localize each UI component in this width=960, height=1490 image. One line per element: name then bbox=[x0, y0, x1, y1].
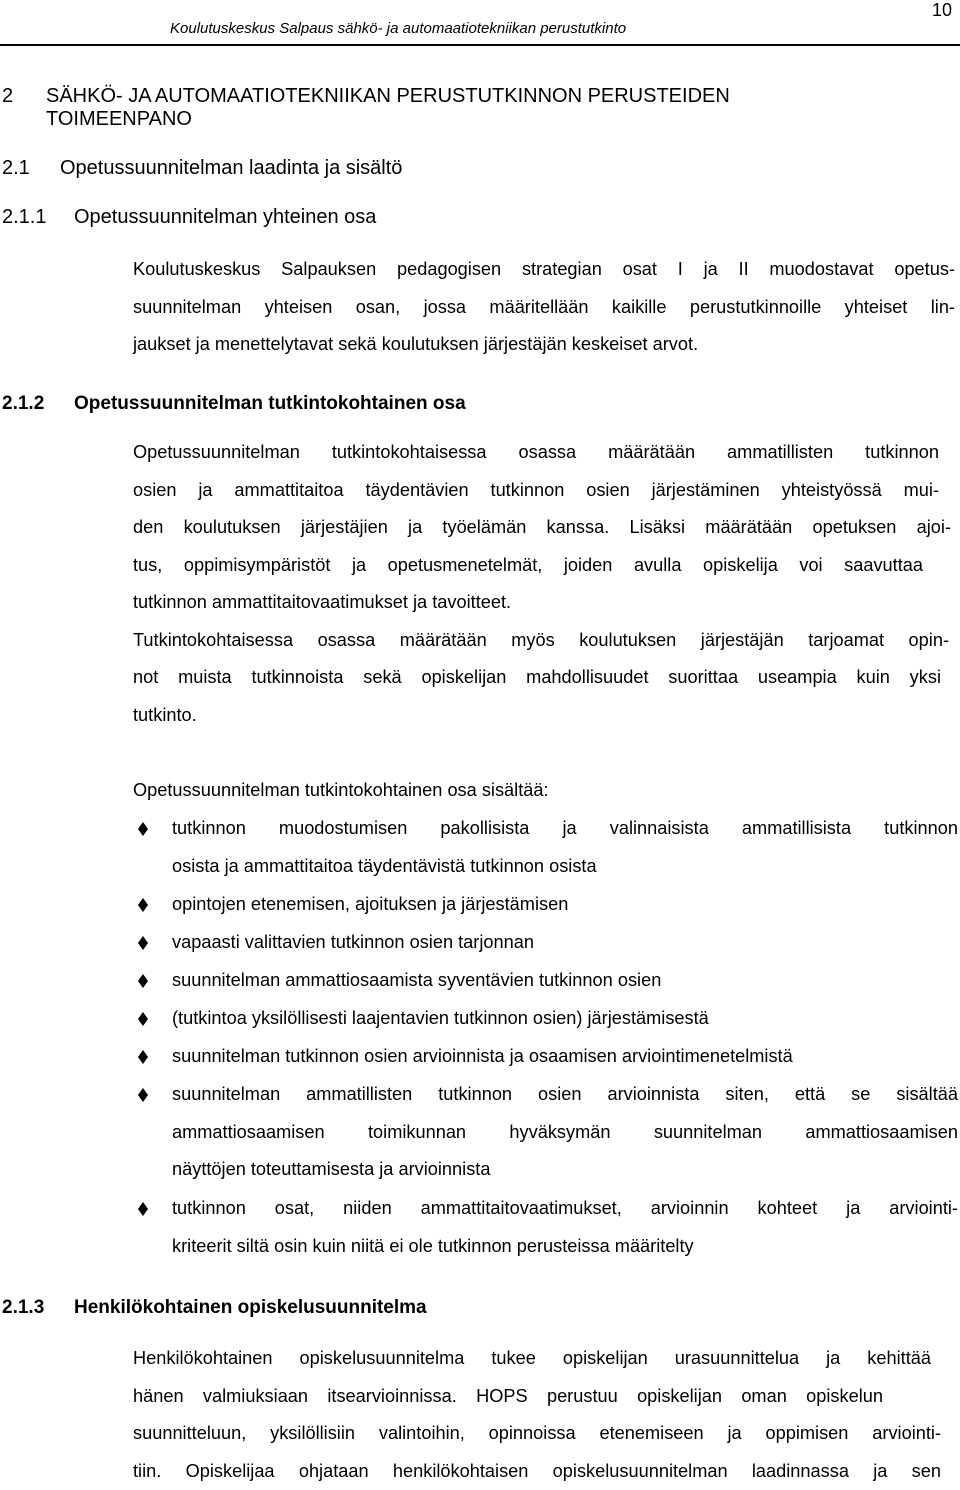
text-line: suunnitelman ammattiosaamista syventävien tutkinnon osien bbox=[172, 962, 960, 1000]
heading-2-1-1-title: Opetussuunnitelman yhteinen osa bbox=[74, 206, 376, 229]
text-line: näyttöjen toteuttamisesta ja arvioinnista bbox=[172, 1151, 958, 1189]
list-item bbox=[140, 1190, 960, 1265]
list-item bbox=[140, 1076, 960, 1189]
diamond-bullet-icon bbox=[138, 1012, 148, 1026]
heading-2-1-2-title: Opetussuunnitelman tutkintokohtainen osa bbox=[74, 393, 466, 415]
text-line: kriteerit siltä osin kuin niitä ei ole tutkinnon perusteissa määritelty bbox=[172, 1228, 958, 1266]
diamond-bullet-icon bbox=[138, 1202, 148, 1216]
text-line: Tutkintokohtaisessa osassa määrätään myös koulutuksen järjestäjän tarjoamat opin- bbox=[133, 622, 949, 660]
text-line: tus, oppimisympäristöt ja opetusmenetelmät, joiden avulla opiskelija voi saavuttaa bbox=[133, 547, 923, 585]
text-line: jaukset ja menettelytavat sekä koulutuksen järjestäjän keskeiset arvot. bbox=[133, 326, 955, 364]
text-line: osien ja ammattitaitoa täydentävien tutkinnon osien järjestäminen yhteistyössä mui- bbox=[133, 472, 939, 510]
list-item bbox=[140, 1038, 960, 1076]
list-item bbox=[140, 962, 960, 1000]
text-line: vapaasti valittavien tutkinnon osien tarjonnan bbox=[172, 924, 960, 962]
text-line: den koulutuksen järjestäjien ja työelämän kanssa. Lisäksi määrätään opetuksen ajoi- bbox=[133, 509, 951, 547]
list-intro: Opetussuunnitelman tutkintokohtainen osa sisältää: bbox=[133, 772, 549, 810]
text-line: Opetussuunnitelman tutkintokohtaisessa osassa määrätään ammatillisten tutkinnon bbox=[133, 434, 939, 472]
heading-2-1-3-number: 2.1.3 bbox=[2, 1297, 44, 1319]
running-header: Koulutuskeskus Salpaus sähkö- ja automaatiotekniikan perustutkinto bbox=[170, 20, 626, 37]
text-line: suunnitelman ammatillisten tutkinnon osien arvioinnista siten, että se sisältää bbox=[172, 1076, 958, 1114]
text-line: osista ja ammattitaitoa täydentävistä tutkinnon osista bbox=[172, 848, 958, 886]
header-rule bbox=[0, 44, 960, 46]
text-line: (tutkintoa yksilöllisesti laajentavien tutkinnon osien) järjestämisestä bbox=[172, 1000, 960, 1038]
list-item bbox=[140, 810, 960, 885]
diamond-bullet-icon bbox=[138, 898, 148, 912]
text-line: Henkilökohtainen opiskelusuunnitelma tukee opiskelijan urasuunnittelua ja kehittää bbox=[133, 1340, 931, 1378]
list-item bbox=[140, 886, 960, 924]
heading-2-1-title: Opetussuunnitelman laadinta ja sisältö bbox=[60, 157, 402, 180]
heading-2-1-2-number: 2.1.2 bbox=[2, 393, 44, 415]
text-line: tutkinnon muodostumisen pakollisista ja valinnaisista ammatillisista tutkinnon bbox=[172, 810, 958, 848]
text-line: suunnitelman tutkinnon osien arvioinnista ja osaamisen arviointimenetelmistä bbox=[172, 1038, 960, 1076]
text-line: hänen valmiuksiaan itsearvioinnissa. HOPS perustuu opiskelijan oman opiskelun bbox=[133, 1378, 883, 1416]
heading-2-line2: TOIMEENPANO bbox=[46, 108, 192, 131]
heading-2-1-1-number: 2.1.1 bbox=[2, 206, 46, 229]
paragraph-2-1-3 bbox=[133, 1340, 931, 1490]
list-item bbox=[140, 1000, 960, 1038]
heading-2-1-number: 2.1 bbox=[2, 157, 30, 180]
text-line: suunnitteluun, yksilöllisiin valintoihin, opinnoissa etenemiseen ja oppimisen arviointi- bbox=[133, 1415, 941, 1453]
paragraph-2-1-1 bbox=[133, 251, 955, 364]
diamond-bullet-icon bbox=[138, 974, 148, 988]
diamond-bullet-icon bbox=[138, 822, 148, 836]
diamond-bullet-icon bbox=[138, 1088, 148, 1102]
text-line: tutkinnon osat, niiden ammattitaitovaatimukset, arvioinnin kohteet ja arviointi- bbox=[172, 1190, 958, 1228]
paragraph-2-1-2 bbox=[133, 434, 939, 734]
text-line: tiin. Opiskelijaa ohjataan henkilökohtaisen opiskelusuunnitelman laadinnassa ja sen bbox=[133, 1453, 941, 1490]
text-line: opintojen etenemisen, ajoituksen ja järjestämisen bbox=[172, 886, 960, 924]
text-line: not muista tutkinnoista sekä opiskelijan mahdollisuudet suorittaa useampia kuin yksi bbox=[133, 659, 941, 697]
text-line: Koulutuskeskus Salpauksen pedagogisen strategian osat I ja II muodostavat opetus- bbox=[133, 251, 955, 289]
page-number: 10 bbox=[932, 0, 952, 21]
text-line: suunnitelman yhteisen osan, jossa määritellään kaikille perustutkinnoille yhteiset lin- bbox=[133, 289, 955, 327]
text-line: tutkinto. bbox=[133, 697, 939, 735]
text-line: tutkinnon ammattitaitovaatimukset ja tavoitteet. bbox=[133, 584, 939, 622]
heading-2-number: 2 bbox=[2, 85, 13, 108]
list-item bbox=[140, 924, 960, 962]
diamond-bullet-icon bbox=[138, 1050, 148, 1064]
heading-2-1-3-title: Henkilökohtainen opiskelusuunnitelma bbox=[74, 1297, 427, 1319]
diamond-bullet-icon bbox=[138, 936, 148, 950]
text-line: ammattiosaamisen toimikunnan hyväksymän suunnitelman ammattiosaamisen bbox=[172, 1114, 958, 1152]
heading-2-line1: SÄHKÖ- JA AUTOMAATIOTEKNIIKAN PERUSTUTKINNON PERUSTEIDEN bbox=[46, 85, 730, 108]
